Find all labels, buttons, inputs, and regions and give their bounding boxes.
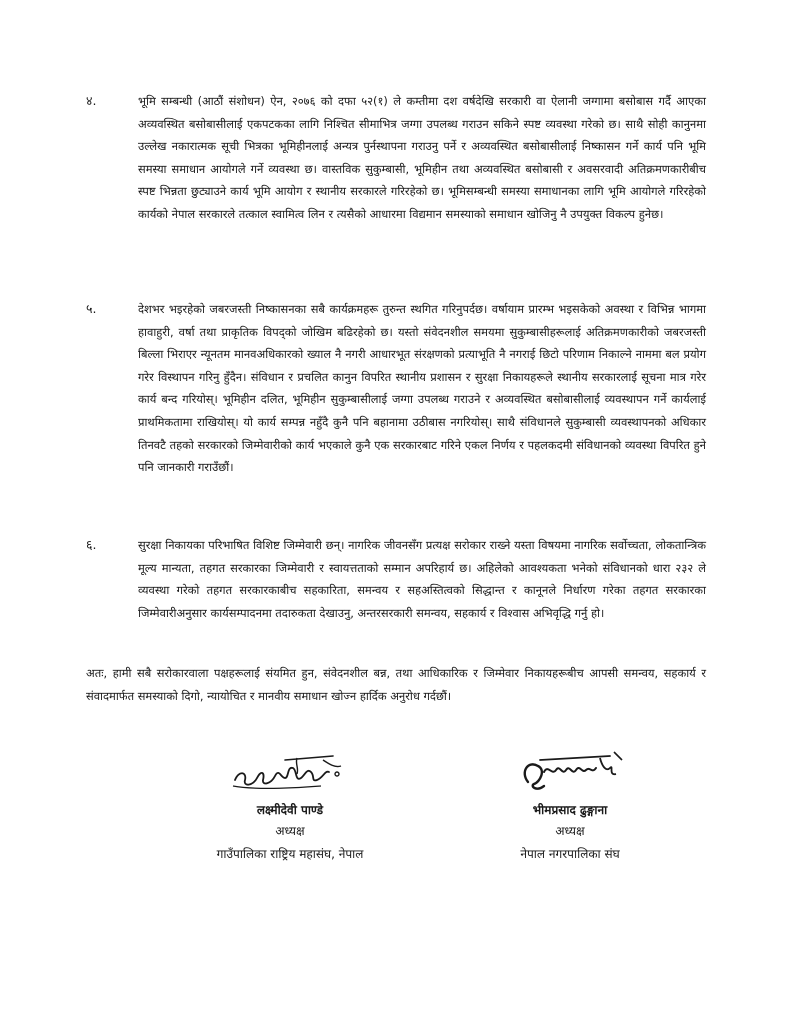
item-paragraph: भूमि सम्बन्धी (आठौं संशोधन) ऐन, २०७६ को दफा ५२(१) ले कम्तीमा दश वर्षदेखि सरकारी वा ऐलानी जग्गामा बसोबास गर्दै आएका अव्यवस्थित बसोबासीलाई एकपटकका लागि निश्चित सीमाभित्र जग्गा उपलब्ध गराउन सकिने स्पष्ट व्यवस्था गरेको छ। साथै सोही कानुनमा उल्लेख नकारात्मक सूची भित्रका भूमिहीनलाई अन्यत्र पुर्नस्थापना गराउनु पर्ने र अव्यवस्थित बसोबासीलाई निष्कासन गर्ने कार्य पनि भूमि समस्या समाधान आयोगले गर्ने व्यवस्था छ। वास्तविक सुकुम्बासी, भूमिहीन तथा अव्यवस्थित बसोबासी र अवसरवादी अतिक्रमणकारीबीच स्पष्ट भिन्नता छुट्याउने कार्य भूमि आयोग र स्थानीय सरकारले गरिरहेको छ। भूमिसम्बन्धी समस्या समाधानका लागि भूमि आयोगले गरिरहेको कार्यको नेपाल सरकारले तत्काल स्वामित्व लिन र त्यसैको आधारमा विद्यमान समस्याको समाधान खोजिनु नै उपयुक्त विकल्प हुनेछ।	[138, 94, 706, 221]
item-number: ५.	[86, 301, 97, 316]
item-paragraph: सुरक्षा निकायका परिभाषित विशिष्ट जिम्मेवारी छन्। नागरिक जीवनसँग प्रत्यक्ष सरोकार राख्ने यस्ता विषयमा नागरिक सर्वोच्चता, लोकतान्त्रिक मूल्य मान्यता, तहगत सरकारका जिम्मेवारी र स्वायत्तताको सम्मान अपरिहार्य छ। अहिलेको आवश्यकता भनेको संविधानको धारा २३२ ले व्यवस्था गरेको तहगत सरकारकाबीच सहकारिता, समन्वय र सहअस्तित्वको सिद्धान्त र कानूनले निर्धारण गरेका तहगत सरकारका जिम्मेवारीअनुसार कार्यसम्पादनमा तदारुकता देखाउनु, अन्तरसरकारी समन्वय, सहकार्य र विश्वास अभिवृद्धि गर्नु हो।	[138, 538, 706, 620]
signatory-role: अध्यक्ष	[275, 824, 305, 838]
handwritten-signature	[510, 742, 630, 800]
handwritten-signature	[225, 742, 355, 800]
signatory-role: अध्यक्ष	[555, 824, 585, 838]
signatory-name: भीमप्रसाद ढुङ्गाना	[532, 803, 608, 817]
signatory-organization: नेपाल नगरपालिका संघ	[520, 847, 620, 861]
item-number: ६.	[86, 537, 97, 552]
signature-block-left	[180, 742, 400, 866]
closing-paragraph: अतः, हामी सबै सरोकारवाला पक्षहरूलाई संयमित हुन, संवेदनशील बन्न, तथा आधिकारिक र जिम्मेवार निकायहरूबीच आपसी समन्वय, सहकार्य र संवादमार्फत समस्याको दिगो, न्यायोचित र मानवीय समाधान खोज्न हार्दिक अनुरोध गर्दछौं।	[86, 666, 706, 703]
signatory-organization: गाउँपालिका राष्ट्रिय महासंघ, नेपाल	[216, 847, 364, 861]
item-number: ४.	[86, 93, 97, 108]
item-paragraph: देशभर भइरहेको जबरजस्ती निष्कासनका सबै कार्यक्रमहरू तुरुन्त स्थगित गरिनुपर्दछ। वर्षायाम प्रारम्भ भइसकेको अवस्था र विभिन्न भागमा हावाहुरी, वर्षा तथा प्राकृतिक विपद्को जोखिम बढिरहेको छ। यस्तो संवेदनशील समयमा सुकुम्बासीहरूलाई अतिक्रमणकारीको जबरजस्ती बिल्ला भिराएर न्यूनतम मानवअधिकारको ख्याल नै नगरी आधारभूत संरक्षणको प्रत्याभूति नै नगराई छिटो परिणाम निकाल्ने नाममा बल प्रयोग गरेर विस्थापन गरिनु हुँदैन। संविधान र प्रचलित कानुन विपरित स्थानीय प्रशासन र सुरक्षा निकायहरूले स्थानीय सरकारलाई सूचना मात्र गरेर कार्य बन्द गरियोस्। भूमिहीन दलित, भूमिहीन सुकुम्बासीलाई जग्गा उपलब्ध गराउने र अव्यवस्थित बसोबासीलाई व्यवस्थापन गर्ने कार्यलाई प्राथमिकतामा राखियोस्। यो कार्य सम्पन्न नहुँदै कुनै पनि बहानामा उठीबास नगरियोस्। साथै संविधानले सुकुम्बासी व्यवस्थापनको अधिकार तिनवटै तहको सरकारको जिम्मेवारीको कार्य भएकाले कुनै एक सरकारबाट गरिने एकल निर्णय र पहलकदमी संविधानको व्यवस्था विपरित हुने पनि जानकारी गराउँछौं।	[138, 302, 706, 475]
signature-block-right	[460, 742, 680, 866]
signatory-name: लक्ष्मीदेवी पाण्डे	[256, 803, 324, 817]
